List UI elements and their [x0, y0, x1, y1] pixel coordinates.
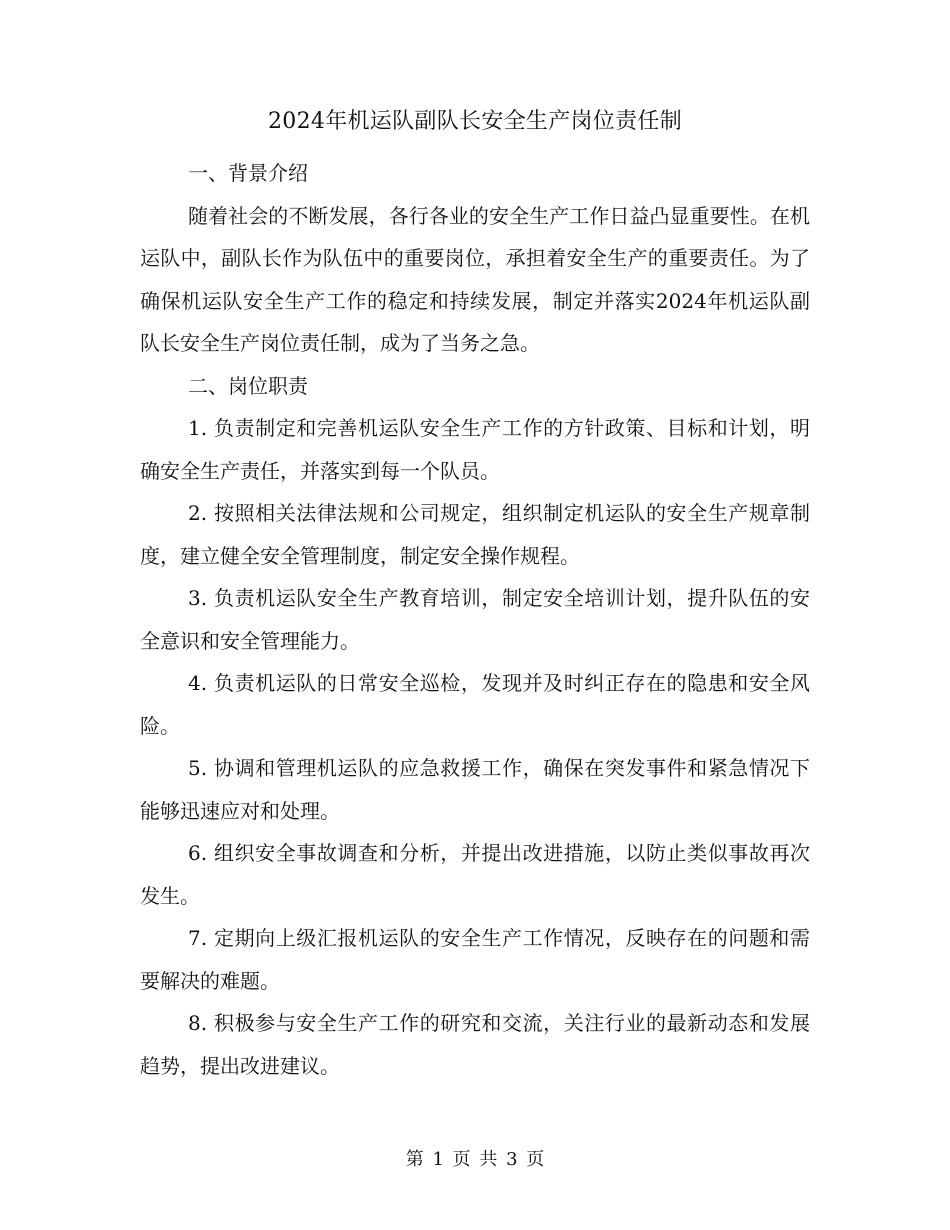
- document-title: 2024年机运队副队长安全生产岗位责任制: [268, 109, 682, 134]
- page-number-footer: 第 1 页 共 3 页: [405, 1149, 545, 1170]
- section-heading-background: 一、背景介绍: [188, 161, 308, 185]
- background-paragraph: 随着社会的不断发展，各行各业的安全生产工作日益凸显重要性。在机运队中，副队长作为队伍中的重要岗位，承担着安全生产的重要责任。为了确保机运队安全生产工作的稳定和持续发展，制定并落实2024年机运队副队长安全生产岗位责任制，成为了当务之急。: [140, 203, 810, 355]
- duty-item-6: 6. 组织安全事故调查和分析，并提出改进措施，以防止类似事故再次发生。: [140, 841, 810, 908]
- duty-item-2: 2. 按照相关法律法规和公司规定，组织制定机运队的安全生产规章制度，建立健全安全管理制度，制定安全操作规程。: [140, 501, 810, 568]
- duty-item-5: 5. 协调和管理机运队的应急救援工作，确保在突发事件和紧急情况下能够迅速应对和处理。: [140, 756, 810, 823]
- duty-item-3: 3. 负责机运队安全生产教育培训，制定安全培训计划，提升队伍的安全意识和安全管理能力。: [140, 586, 810, 653]
- duty-item-8: 8. 积极参与安全生产工作的研究和交流，关注行业的最新动态和发展趋势，提出改进建议。: [140, 1011, 810, 1078]
- duty-item-7: 7. 定期向上级汇报机运队的安全生产工作情况，反映存在的问题和需要解决的难题。: [140, 926, 810, 993]
- section-heading-duties: 二、岗位职责: [188, 373, 308, 398]
- document-body: [140, 152, 810, 1087]
- duty-item-4: 4. 负责机运队的日常安全巡检，发现并及时纠正存在的隐患和安全风险。: [140, 671, 810, 738]
- duty-item-1: 1. 负责制定和完善机运队安全生产工作的方针政策、目标和计划，明确安全生产责任，并落实到每一个队员。: [140, 416, 810, 483]
